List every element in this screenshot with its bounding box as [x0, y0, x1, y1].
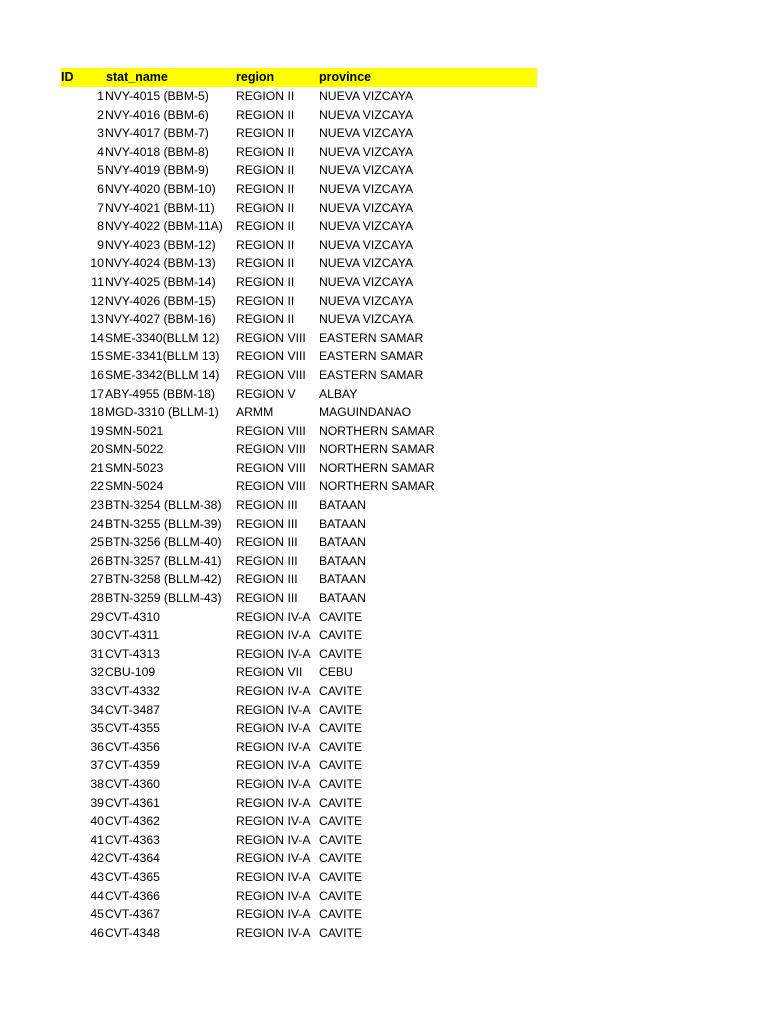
cell-province[interactable]: CAVITE	[319, 758, 363, 773]
cell-region[interactable]: REGION II	[236, 312, 295, 327]
cell-id[interactable]: 45	[90, 907, 104, 922]
cell-region[interactable]: REGION III	[236, 591, 298, 606]
cell-stat-name[interactable]: MGD-3310 (BLLM-1)	[105, 405, 219, 420]
cell-id[interactable]: 28	[90, 591, 104, 606]
cell-province[interactable]: CAVITE	[319, 925, 363, 940]
cell-stat-name[interactable]: CVT-4367	[105, 907, 160, 922]
table-row	[61, 812, 537, 831]
table-row	[61, 533, 537, 552]
cell-id[interactable]: 40	[90, 814, 104, 829]
cell-stat-name[interactable]: CVT-4313	[105, 646, 160, 661]
cell-id[interactable]: 3	[97, 126, 104, 141]
cell-province[interactable]: NORTHERN SAMAR	[319, 423, 435, 438]
header-row	[61, 68, 537, 87]
cell-stat-name[interactable]: CVT-4362	[105, 814, 160, 829]
cell-id[interactable]: 30	[90, 628, 104, 643]
header-id[interactable]: ID	[61, 70, 74, 84]
cell-id[interactable]: 41	[90, 832, 104, 847]
table-row	[61, 254, 537, 273]
cell-id[interactable]: 20	[90, 442, 104, 457]
cell-region[interactable]: REGION IV-A	[236, 869, 311, 884]
cell-province[interactable]: CAVITE	[319, 628, 363, 643]
cell-id[interactable]: 17	[90, 386, 104, 401]
table-row	[61, 626, 537, 645]
cell-province[interactable]: NUEVA VIZCAYA	[319, 256, 414, 271]
cell-region[interactable]: REGION II	[236, 293, 295, 308]
cell-id[interactable]: 33	[90, 684, 104, 698]
cell-id[interactable]: 8	[97, 219, 104, 234]
table-row	[61, 570, 537, 589]
cell-id[interactable]: 37	[90, 758, 104, 773]
cell-region[interactable]: REGION IV-A	[236, 684, 311, 698]
cell-stat-name[interactable]: CVT-3487	[105, 702, 160, 717]
cell-region[interactable]: REGION IV-A	[236, 814, 311, 829]
cell-id[interactable]: 14	[90, 330, 104, 345]
cell-region[interactable]: REGION VIII	[236, 479, 306, 494]
table-row	[61, 738, 537, 757]
table-row	[61, 589, 537, 608]
cell-region[interactable]: REGION III	[236, 572, 298, 587]
cell-province[interactable]: NORTHERN SAMAR	[319, 442, 435, 457]
spreadsheet-table	[61, 68, 537, 942]
cell-region[interactable]: REGION II	[236, 163, 295, 178]
table-row	[61, 663, 537, 682]
cell-province[interactable]: CAVITE	[319, 795, 363, 810]
cell-region[interactable]: REGION VIII	[236, 423, 306, 438]
cell-province[interactable]: NUEVA VIZCAYA	[319, 163, 414, 178]
cell-stat-name[interactable]: NVY-4017 (BBM-7)	[105, 126, 209, 141]
table-row	[61, 775, 537, 794]
cell-stat-name[interactable]: CVT-4364	[105, 851, 160, 866]
cell-id[interactable]: 36	[90, 739, 104, 754]
cell-stat-name[interactable]: NVY-4027 (BBM-16)	[105, 312, 216, 327]
table-row	[61, 236, 537, 255]
table-row	[61, 180, 537, 199]
cell-stat-name[interactable]: CBU-109	[105, 665, 156, 680]
cell-stat-name[interactable]: CVT-4332	[105, 684, 160, 698]
cell-stat-name[interactable]: NVY-4025 (BBM-14)	[105, 274, 216, 289]
table-row	[61, 273, 537, 292]
cell-province[interactable]: EASTERN SAMAR	[319, 330, 424, 345]
cell-province[interactable]: NORTHERN SAMAR	[319, 460, 435, 475]
table-row	[61, 106, 537, 125]
cell-province[interactable]: NUEVA VIZCAYA	[319, 181, 414, 196]
cell-region[interactable]: REGION II	[236, 126, 295, 141]
header-region[interactable]: region	[236, 70, 275, 84]
cell-id[interactable]: 44	[90, 888, 104, 903]
cell-province[interactable]: CAVITE	[319, 869, 363, 884]
cell-id[interactable]: 27	[90, 572, 104, 587]
cell-stat-name[interactable]: NVY-4016 (BBM-6)	[105, 107, 209, 122]
table-row	[61, 552, 537, 571]
cell-region[interactable]: REGION III	[236, 535, 298, 550]
cell-stat-name[interactable]: BTN-3257 (BLLM-41)	[105, 553, 222, 568]
cell-region[interactable]: REGION II	[236, 89, 295, 103]
table-row	[61, 849, 537, 868]
cell-province[interactable]: CEBU	[319, 665, 353, 680]
cell-id[interactable]: 24	[90, 516, 104, 531]
cell-province[interactable]: NUEVA VIZCAYA	[319, 274, 414, 289]
cell-id[interactable]: 22	[90, 479, 104, 494]
cell-region[interactable]: REGION VIII	[236, 349, 306, 364]
table-row	[61, 385, 537, 404]
cell-region[interactable]: REGION VII	[236, 665, 303, 680]
cell-region[interactable]: REGION IV-A	[236, 758, 311, 773]
cell-stat-name[interactable]: CVT-4360	[105, 776, 160, 791]
cell-id[interactable]: 7	[97, 200, 104, 215]
cell-region[interactable]: REGION IV-A	[236, 609, 311, 624]
cell-id[interactable]: 1	[97, 89, 104, 103]
table-row	[61, 924, 537, 943]
cell-stat-name[interactable]: NVY-4020 (BBM-10)	[105, 181, 216, 196]
table-row	[61, 868, 537, 887]
cell-stat-name[interactable]: CVT-4365	[105, 869, 160, 884]
table-row	[61, 292, 537, 311]
table-body	[61, 87, 537, 942]
table-row	[61, 756, 537, 775]
cell-region[interactable]: REGION II	[236, 256, 295, 271]
cell-stat-name[interactable]: SME-3341(BLLM 13)	[105, 349, 220, 364]
cell-province[interactable]: MAGUINDANAO	[319, 405, 412, 420]
cell-stat-name[interactable]: BTN-3255 (BLLM-39)	[105, 516, 222, 531]
cell-stat-name[interactable]: NVY-4024 (BBM-13)	[105, 256, 216, 271]
cell-region[interactable]: REGION IV-A	[236, 739, 311, 754]
cell-id[interactable]: 34	[90, 702, 104, 717]
cell-region[interactable]: REGION IV-A	[236, 851, 311, 866]
cell-id[interactable]: 38	[90, 776, 104, 791]
cell-stat-name[interactable]: NVY-4026 (BBM-15)	[105, 293, 216, 308]
cell-region[interactable]: REGION II	[236, 107, 295, 122]
cell-region[interactable]: REGION IV-A	[236, 776, 311, 791]
cell-id[interactable]: 9	[97, 237, 104, 252]
cell-province[interactable]: NUEVA VIZCAYA	[319, 89, 414, 103]
cell-stat-name[interactable]: BTN-3256 (BLLM-40)	[105, 535, 222, 550]
cell-stat-name[interactable]: CVT-4311	[105, 628, 159, 643]
cell-province[interactable]: BATAAN	[319, 572, 366, 587]
cell-province[interactable]: CAVITE	[319, 814, 363, 829]
cell-province[interactable]: NUEVA VIZCAYA	[319, 293, 414, 308]
cell-id[interactable]: 32	[90, 665, 104, 680]
cell-province[interactable]: ALBAY	[319, 386, 358, 401]
cell-province[interactable]: CAVITE	[319, 907, 363, 922]
table-row	[61, 87, 537, 106]
cell-stat-name[interactable]: NVY-4021 (BBM-11)	[105, 200, 215, 215]
cell-id[interactable]: 43	[90, 869, 104, 884]
table-row	[61, 477, 537, 496]
cell-province[interactable]: CAVITE	[319, 888, 363, 903]
cell-province[interactable]: EASTERN SAMAR	[319, 367, 424, 382]
cell-id[interactable]: 16	[90, 367, 104, 382]
table-row	[61, 719, 537, 738]
cell-province[interactable]: EASTERN SAMAR	[319, 349, 424, 364]
cell-stat-name[interactable]: ABY-4955 (BBM-18)	[105, 386, 215, 401]
table-row	[61, 199, 537, 218]
cell-id[interactable]: 26	[90, 553, 104, 568]
cell-id[interactable]: 12	[90, 293, 104, 308]
cell-province[interactable]: CAVITE	[319, 702, 363, 717]
cell-id[interactable]: 42	[90, 851, 104, 866]
cell-stat-name[interactable]: CVT-4310	[105, 609, 160, 624]
cell-stat-name[interactable]: CVT-4363	[105, 832, 160, 847]
cell-province[interactable]: CAVITE	[319, 832, 363, 847]
cell-region[interactable]: REGION IV-A	[236, 925, 311, 940]
cell-stat-name[interactable]: SMN-5024	[105, 479, 164, 494]
cell-province[interactable]: CAVITE	[319, 646, 363, 661]
table-row	[61, 329, 537, 348]
cell-stat-name[interactable]: BTN-3254 (BLLM-38)	[105, 498, 222, 513]
cell-province[interactable]: BATAAN	[319, 516, 366, 531]
cell-region[interactable]: REGION II	[236, 274, 295, 289]
cell-stat-name[interactable]: SMN-5021	[105, 423, 164, 438]
cell-province[interactable]: BATAAN	[319, 498, 366, 513]
table-row	[61, 124, 537, 143]
cell-id[interactable]: 25	[90, 535, 104, 550]
cell-region[interactable]: REGION II	[236, 144, 295, 159]
table-row	[61, 366, 537, 385]
table-row	[61, 161, 537, 180]
cell-province[interactable]: CAVITE	[319, 684, 363, 698]
cell-region[interactable]: REGION VIII	[236, 367, 306, 382]
cell-id[interactable]: 23	[90, 498, 104, 513]
cell-stat-name[interactable]: SMN-5023	[105, 460, 164, 475]
table-row	[61, 459, 537, 478]
cell-id[interactable]: 39	[90, 795, 104, 810]
cell-id[interactable]: 29	[90, 609, 104, 624]
cell-region[interactable]: ARMM	[236, 405, 274, 420]
cell-province[interactable]: NUEVA VIZCAYA	[319, 144, 414, 159]
cell-id[interactable]: 35	[90, 721, 104, 736]
cell-id[interactable]: 18	[90, 405, 104, 420]
cell-id[interactable]: 2	[97, 107, 104, 122]
cell-region[interactable]: REGION III	[236, 498, 298, 513]
table-row	[61, 422, 537, 441]
cell-region[interactable]: REGION IV-A	[236, 628, 311, 643]
cell-stat-name[interactable]: SMN-5022	[105, 442, 164, 457]
cell-region[interactable]: REGION IV-A	[236, 907, 311, 922]
table-row	[61, 701, 537, 720]
cell-province[interactable]: NUEVA VIZCAYA	[319, 107, 414, 122]
cell-region[interactable]: REGION III	[236, 516, 298, 531]
cell-stat-name[interactable]: CVT-4355	[105, 721, 160, 736]
cell-id[interactable]: 19	[90, 423, 104, 438]
cell-province[interactable]: CAVITE	[319, 776, 363, 791]
cell-stat-name[interactable]: CVT-4348	[105, 925, 160, 940]
cell-stat-name[interactable]: SME-3340(BLLM 12)	[105, 330, 220, 345]
cell-stat-name[interactable]: CVT-4366	[105, 888, 160, 903]
cell-stat-name[interactable]: SME-3342(BLLM 14)	[105, 367, 220, 382]
cell-id[interactable]: 4	[97, 144, 104, 159]
cell-stat-name[interactable]: BTN-3258 (BLLM-42)	[105, 572, 222, 587]
cell-stat-name[interactable]: NVY-4015 (BBM-5)	[105, 89, 209, 103]
cell-stat-name[interactable]: BTN-3259 (BLLM-43)	[105, 591, 222, 606]
header-stat-name[interactable]: stat_name	[106, 70, 168, 84]
cell-id[interactable]: 11	[91, 274, 104, 289]
cell-region[interactable]: REGION II	[236, 200, 295, 215]
cell-id[interactable]: 31	[90, 646, 104, 661]
table-row	[61, 608, 537, 627]
cell-province[interactable]: BATAAN	[319, 535, 366, 550]
cell-id[interactable]: 10	[90, 256, 104, 271]
cell-region[interactable]: REGION IV-A	[236, 646, 311, 661]
cell-region[interactable]: REGION IV-A	[236, 832, 311, 847]
table-row	[61, 310, 537, 329]
cell-region[interactable]: REGION IV-A	[236, 888, 311, 903]
cell-province[interactable]: BATAAN	[319, 591, 366, 606]
cell-stat-name[interactable]: CVT-4361	[105, 795, 160, 810]
cell-region[interactable]: REGION VIII	[236, 442, 306, 457]
cell-region[interactable]: REGION V	[236, 386, 296, 401]
table-row	[61, 794, 537, 813]
cell-region[interactable]: REGION VIII	[236, 460, 306, 475]
cell-region[interactable]: REGION IV-A	[236, 702, 311, 717]
cell-region[interactable]: REGION III	[236, 553, 298, 568]
cell-province[interactable]: CAVITE	[319, 739, 363, 754]
cell-province[interactable]: NORTHERN SAMAR	[319, 479, 435, 494]
table-row	[61, 831, 537, 850]
cell-region[interactable]: REGION IV-A	[236, 795, 311, 810]
table-row	[61, 496, 537, 515]
table-row	[61, 143, 537, 162]
cell-stat-name[interactable]: NVY-4019 (BBM-9)	[105, 163, 209, 178]
cell-id[interactable]: 5	[97, 163, 104, 178]
cell-region[interactable]: REGION VIII	[236, 330, 306, 345]
cell-stat-name[interactable]: NVY-4018 (BBM-8)	[105, 144, 209, 159]
cell-province[interactable]: NUEVA VIZCAYA	[319, 200, 414, 215]
cell-province[interactable]: CAVITE	[319, 851, 363, 866]
table-row	[61, 403, 537, 422]
cell-province[interactable]: NUEVA VIZCAYA	[319, 312, 414, 327]
table-row	[61, 515, 537, 534]
cell-stat-name[interactable]: CVT-4359	[105, 758, 160, 773]
cell-province[interactable]: NUEVA VIZCAYA	[319, 237, 414, 252]
table-row	[61, 440, 537, 459]
cell-id[interactable]: 6	[97, 181, 104, 196]
cell-id[interactable]: 21	[90, 460, 104, 475]
cell-stat-name[interactable]: NVY-4023 (BBM-12)	[105, 237, 216, 252]
cell-region[interactable]: REGION II	[236, 181, 295, 196]
cell-id[interactable]: 15	[90, 349, 104, 364]
table-row	[61, 645, 537, 664]
cell-province[interactable]: NUEVA VIZCAYA	[319, 219, 414, 234]
table-row	[61, 347, 537, 366]
table-row	[61, 887, 537, 906]
cell-id[interactable]: 13	[90, 312, 104, 327]
cell-region[interactable]: REGION II	[236, 237, 295, 252]
table-row	[61, 905, 537, 924]
cell-province[interactable]: CAVITE	[319, 609, 363, 624]
cell-id[interactable]: 46	[90, 925, 104, 940]
cell-region[interactable]: REGION IV-A	[236, 721, 311, 736]
cell-province[interactable]: BATAAN	[319, 553, 366, 568]
cell-region[interactable]: REGION II	[236, 219, 295, 234]
table-row	[61, 682, 537, 701]
table-row	[61, 217, 537, 236]
cell-province[interactable]: NUEVA VIZCAYA	[319, 126, 414, 141]
header-province[interactable]: province	[319, 70, 372, 84]
cell-province[interactable]: CAVITE	[319, 721, 363, 736]
cell-stat-name[interactable]: CVT-4356	[105, 739, 160, 754]
cell-stat-name[interactable]: NVY-4022 (BBM-11A)	[105, 219, 223, 234]
